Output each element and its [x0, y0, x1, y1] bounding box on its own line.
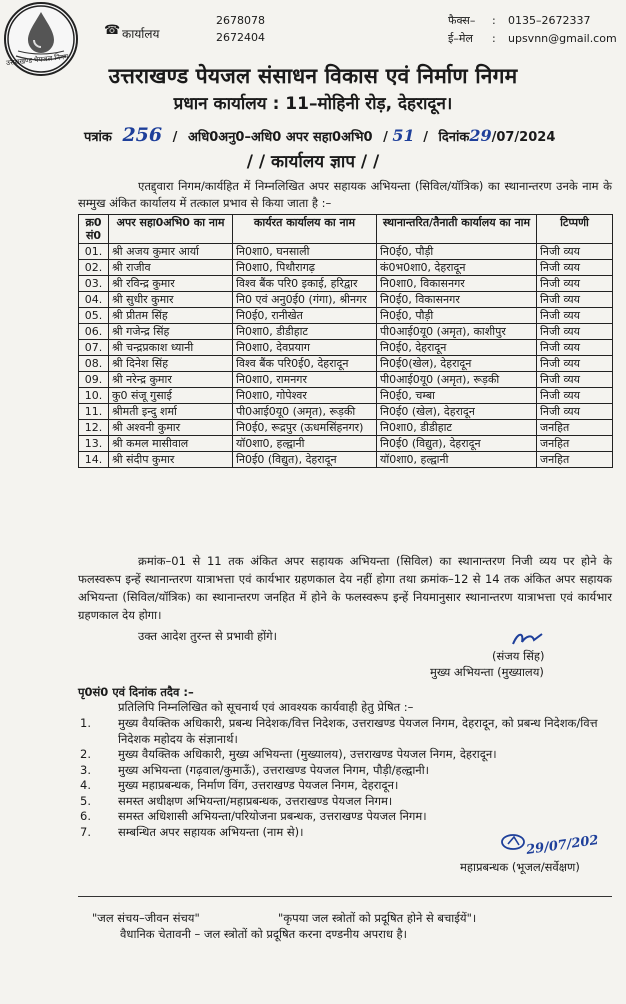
current-office-cell: नि0शा0, गोपेश्वर: [233, 388, 377, 404]
list-item: [80, 778, 620, 794]
transfer-office-cell: नि0ई0, पौड़ी: [377, 308, 537, 324]
table-row: [79, 276, 613, 292]
transfer-table: [78, 214, 613, 468]
transfer-office-cell: नि0शा0, विकासनगर: [377, 276, 537, 292]
transfer-office-cell: पी0आई0यू0 (अमृत), काशीपुर: [377, 324, 537, 340]
patrank-label: पत्रांक: [84, 130, 112, 145]
name-cell: श्री राजीव: [109, 260, 233, 276]
transfer-office-cell: कं0भ0शा0, देहरादून: [377, 260, 537, 276]
handwritten-date: 29/07/202: [525, 833, 600, 858]
transfer-office-cell: नि0ई0, चम्बा: [377, 388, 537, 404]
table-header-row: [79, 215, 613, 244]
date-day: 29: [469, 126, 492, 145]
name-cell: श्री कमल मासीवाल: [109, 436, 233, 452]
table-row: [79, 372, 613, 388]
current-office-cell: नि0ई0 (विद्युत), देहरादून: [233, 452, 377, 468]
reference-line: पत्रांक 256 / अधि0अनु0–अधि0 अपर सहा0अभि0 / 51 / दिनांक29/07/2024: [84, 124, 556, 146]
fax-number: 0135–2672337: [508, 14, 591, 27]
list-item-number: 7.: [80, 824, 91, 839]
fax-sep: :: [492, 14, 496, 27]
footer-warning: वैधानिक चेतावनी – जल स्त्रोतों को प्रदूषित करना दण्डनीय अपराध है।: [120, 927, 408, 941]
reference-serial: 51: [392, 126, 415, 145]
remark-cell: निजी व्यय: [537, 372, 613, 388]
serial-cell: 04.: [79, 292, 109, 308]
remark-cell: निजी व्यय: [537, 356, 613, 372]
table-row: [79, 340, 613, 356]
name-cell: श्री अश्वनी कुमार: [109, 420, 233, 436]
email-label: ई–मेल: [448, 32, 473, 45]
transfer-office-cell: नि0ई0 (विद्युत), देहरादून: [377, 436, 537, 452]
serial-cell: 13.: [79, 436, 109, 452]
phone-number-1: 2678078: [216, 14, 265, 27]
phone-label: कार्यालय: [122, 27, 160, 41]
table-row: [79, 436, 613, 452]
list-item-number: 4.: [80, 778, 91, 792]
date-rest: /07/2024: [491, 130, 556, 145]
name-cell: श्री चन्द्रप्रकाश ध्यानी: [109, 340, 233, 356]
list-item-text: मुख्य वैयक्तिक अधिकारी, मुख्य अभियन्ता (मुख्यालय), उत्तराखण्ड पेयजल निगम, देहरादून।: [118, 747, 497, 761]
current-office-cell: विश्व बैंक परि0ई0, देहरादून: [233, 356, 377, 372]
serial-cell: 11.: [79, 404, 109, 420]
table-row: [79, 308, 613, 324]
list-item: [80, 747, 620, 763]
remark-cell: निजी व्यय: [537, 388, 613, 404]
list-item-number: 2.: [80, 747, 91, 761]
remark-cell: निजी व्यय: [537, 276, 613, 292]
serial-cell: 03.: [79, 276, 109, 292]
transfer-office-cell: नि0ई0, पौड़ी: [377, 244, 537, 260]
footer-divider: [78, 896, 612, 897]
table-header-cell: कार्यरत कार्यालय का नाम: [233, 215, 377, 244]
current-office-cell: नि0शा0, देवप्रयाग: [233, 340, 377, 356]
table-header-cell: क्र0 सं0: [79, 215, 109, 244]
serial-cell: 07.: [79, 340, 109, 356]
list-item-text: समस्त अधीक्षण अभियन्ता/महाप्रबन्धक, उत्तराखण्ड पेयजल निगम।: [118, 793, 393, 808]
remark-cell: निजी व्यय: [537, 244, 613, 260]
name-cell: श्री अजय कुमार आर्या: [109, 244, 233, 260]
phone-icon: ☎: [104, 23, 121, 38]
footer-slogan-2: "कृपया जल स्त्रोतों को प्रदूषित होने से बचाईयें"।: [278, 911, 477, 925]
organization-name: उत्तराखण्ड पेयजल संसाधन विकास एवं निर्माण निगम: [108, 64, 518, 88]
serial-cell: 05.: [79, 308, 109, 324]
table-header-cell: स्थानान्तरित/तैनाती कार्यालय का नाम: [377, 215, 537, 244]
name-cell: श्री नरेन्द्र कुमार: [109, 372, 233, 388]
signatory-designation: मुख्य अभियन्ता (मुख्यालय): [430, 665, 544, 679]
office-order-title: / / कार्यालय ज्ञाप / /: [246, 152, 380, 172]
list-item-number: 6.: [80, 809, 91, 823]
table-row: [79, 324, 613, 340]
list-item-number: 1.: [80, 716, 91, 730]
current-office-cell: नि0शा0, रामनगर: [233, 372, 377, 388]
table-header-cell: अपर सहा0अभि0 का नाम: [109, 215, 233, 244]
serial-cell: 09.: [79, 372, 109, 388]
copy-reference: पृ0सं0 एवं दिनांक तदैव :–: [78, 685, 194, 699]
transfer-office-cell: नि0ई0(खेल), देहरादून: [377, 356, 537, 372]
reference-code: अधि0अनु0–अधि0 अपर सहा0अभि0: [187, 130, 373, 145]
serial-cell: 08.: [79, 356, 109, 372]
remark-cell: जनहित: [537, 420, 613, 436]
name-cell: श्री दिनेश सिंह: [109, 356, 233, 372]
copy-intro: प्रतिलिपि निम्नलिखित को सूचनार्थ एवं आवश्यक कार्यवाही हेतु प्रेषित :–: [118, 700, 414, 714]
name-cell: कु0 संजू गुसाई: [109, 388, 233, 404]
current-office-cell: नि0ई0, रानीखेत: [233, 308, 377, 324]
remark-cell: निजी व्यय: [537, 324, 613, 340]
email-address: upsvnn@gmail.com: [508, 32, 617, 45]
remark-cell: निजी व्यय: [537, 308, 613, 324]
remark-cell: निजी व्यय: [537, 292, 613, 308]
transfer-office-cell: यॉ0शा0, हल्द्वानी: [377, 452, 537, 468]
name-cell: श्रीमती इन्दु शर्मा: [109, 404, 233, 420]
remark-cell: जनहित: [537, 436, 613, 452]
current-office-cell: नि0शा0, पिथौरागढ़: [233, 260, 377, 276]
list-item-text: मुख्य महाप्रबन्धक, निर्माण विंग, उत्तराखण्ड पेयजल निगम, देहरादून।: [118, 778, 399, 792]
name-cell: श्री सुधीर कुमार: [109, 292, 233, 308]
transfer-office-cell: नि0ई0 (खेल), देहरादून: [377, 404, 537, 420]
table-row: [79, 356, 613, 372]
fax-label: फैक्स–: [448, 14, 476, 27]
list-item-number: 3.: [80, 762, 91, 777]
current-office-cell: नि0शा0, घनसाली: [233, 244, 377, 260]
phone-number-2: 2672404: [216, 31, 265, 44]
serial-cell: 01.: [79, 244, 109, 260]
table-body: [79, 244, 613, 468]
office-address: प्रधान कार्यालय : 11–मोहिनी रोड़, देहरादून।: [173, 94, 453, 114]
serial-cell: 14.: [79, 452, 109, 468]
current-office-cell: यॉ0शा0, हल्द्वानी: [233, 436, 377, 452]
table-header-cell: टिप्पणी: [537, 215, 613, 244]
table-row: [79, 404, 613, 420]
table-row: [79, 244, 613, 260]
name-cell: श्री गजेन्द्र सिंह: [109, 324, 233, 340]
patrank-number: 256: [122, 124, 163, 146]
list-item-text: सम्बन्धित अपर सहायक अभियन्ता (नाम से)।: [118, 824, 304, 839]
list-item-number: 5.: [80, 793, 91, 808]
serial-cell: 06.: [79, 324, 109, 340]
name-cell: श्री प्रीतम सिंह: [109, 308, 233, 324]
table-row: [79, 388, 613, 404]
transfer-office-cell: नि0ई0, विकासनगर: [377, 292, 537, 308]
transfer-office-cell: पी0आई0यू0 (अमृत), रूड़की: [377, 372, 537, 388]
list-item: [80, 794, 620, 810]
remark-cell: निजी व्यय: [537, 404, 613, 420]
current-office-cell: नि0 एवं अनु0ई0 (गंगा), श्रीनगर: [233, 292, 377, 308]
list-item-text: मुख्य अभियन्ता (गढ़वाल/कुमाऊँ), उत्तराखण्ड पेयजल निगम, पौड़ी/हल्द्वानी।: [118, 762, 430, 777]
intro-paragraph: एतद्द्वारा निगम/कार्यहित में निम्नलिखित अपर सहायक अभियन्ता (सिविल/यॉत्रिक) का स्थानान्तरण उनके नाम के सम्मुख अंकित कार्यालय में तत्काल प्रभाव से किया जाता है :–: [78, 179, 612, 210]
remark-cell: जनहित: [537, 452, 613, 468]
effective-note: उक्त आदेश तुरन्त से प्रभावी होंगे।: [138, 629, 278, 643]
second-signatory-designation: महाप्रबन्धक (भूजल/सर्वेक्षण): [460, 860, 580, 874]
footer-slogan-1: "जल संचय–जीवन संचय": [92, 911, 200, 925]
current-office-cell: विश्व बैंक परि0 इकाई, हरिद्वार: [233, 276, 377, 292]
name-cell: श्री संदीप कुमार: [109, 452, 233, 468]
table-row: [79, 260, 613, 276]
list-item: [80, 825, 620, 841]
date-label: दिनांक: [438, 130, 470, 145]
table-row: [79, 420, 613, 436]
remark-cell: निजी व्यय: [537, 340, 613, 356]
list-item: [80, 809, 620, 825]
email-sep: :: [492, 32, 496, 45]
list-item: [80, 763, 620, 779]
transfer-office-cell: नि0शा0, डीडीहाट: [377, 420, 537, 436]
current-office-cell: नि0शा0, डीडीहाट: [233, 324, 377, 340]
copy-recipient-list: [80, 716, 620, 840]
current-office-cell: नि0ई0, रूद्रपुर (ऊधमसिंहनगर): [233, 420, 377, 436]
name-cell: श्री रविन्द्र कुमार: [109, 276, 233, 292]
list-item-text: मुख्य वैयक्तिक अधिकारी, प्रबन्ध निदेशक/वित्त निदेशक, उत्तराखण्ड पेयजल निगम, देहरादून, को प्रबन्ध निदेशक/वित्त निदेशक महोदय के संज्ञानार्थ।: [118, 716, 598, 746]
remark-cell: निजी व्यय: [537, 260, 613, 276]
serial-cell: 12.: [79, 420, 109, 436]
list-item: [80, 716, 620, 747]
serial-cell: 02.: [79, 260, 109, 276]
list-item-text: समस्त अधिशासी अभियन्ता/परियोजना प्रबन्धक, उत्तराखण्ड पेयजल निगम।: [118, 809, 427, 823]
current-office-cell: पी0आई0यू0 (अमृत), रूड़की: [233, 404, 377, 420]
logo-caption: उत्तराखण्ड पेयजल निगम: [5, 52, 69, 68]
transfer-office-cell: नि0ई0, देहरादून: [377, 340, 537, 356]
serial-cell: 10.: [79, 388, 109, 404]
transfer-conditions-paragraph: क्रमांक–01 से 11 तक अंकित अपर सहायक अभियन्ता (सिविल) का स्थानान्तरण निजी व्यय पर होने के फलस्वरूप इन्हें स्थानान्तरण यात्राभत्ता एवं कार्यभार ग्रहणकाल देय नहीं होगा तथा क्रमांक–12 से 14 तक अंकित अपर सहायक अभियन्ता (सिविल/यॉत्रिक) का स्थानान्तरण जनहित में होने के फलस्वरूप इन्हें नियमानुसार स्थानान्तरण यात्राभत्ता एवं कार्यभार ग्रहणकाल देय होगा।: [78, 554, 612, 622]
table-row: [79, 452, 613, 468]
table-row: [79, 292, 613, 308]
signatory-name: (संजय सिंह): [492, 649, 545, 663]
